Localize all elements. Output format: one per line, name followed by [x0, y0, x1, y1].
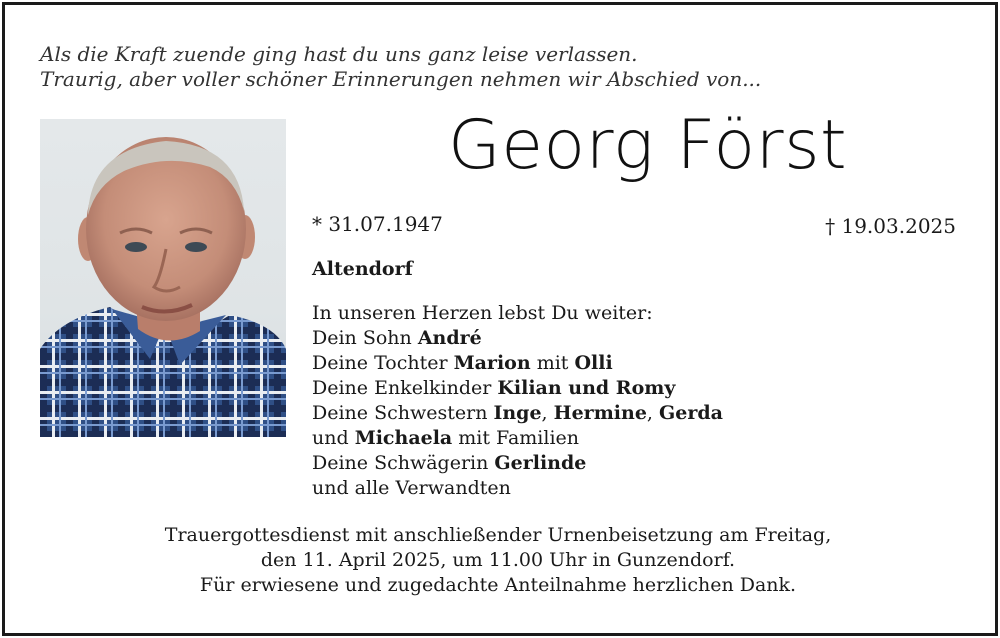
mourner-name: Gerlinde [494, 452, 587, 474]
birth-date: * 31.07.1947 [312, 212, 443, 236]
mourner-name: Gerda [659, 402, 723, 424]
mourner-line [312, 301, 723, 326]
mourner-name: Kilian und Romy [497, 377, 676, 399]
intro-line-2: Traurig, aber voller schöner Erinnerungen nehmen wir Abschied von... [40, 67, 762, 91]
mourner-line [312, 351, 723, 376]
mourner-line [312, 376, 723, 401]
service-line-2: den 11. April 2025, um 11.00 Uhr in Gunzendorf. [260, 549, 736, 571]
mourner-line [312, 401, 723, 426]
mourner-name: Olli [574, 352, 613, 374]
mourner-line [312, 426, 723, 451]
mourner-name: Marion [453, 352, 531, 374]
mourner-name: André [417, 327, 482, 349]
mourner-name: Inge [493, 402, 542, 424]
mourner-text: In unseren Herzen lebst Du weiter: [312, 302, 653, 324]
service-notice [0, 523, 996, 598]
death-date: † 19.03.2025 [825, 214, 956, 238]
mourner-text: , [646, 402, 660, 424]
mourner-text: Dein Sohn [312, 327, 418, 349]
mourners-list [312, 301, 723, 501]
mourner-text: Deine Enkelkinder [312, 377, 498, 399]
mourner-line [312, 326, 723, 351]
hometown: Altendorf [312, 258, 413, 280]
portrait-photo [40, 119, 286, 437]
mourner-name: Hermine [553, 402, 647, 424]
mourner-text: mit [530, 352, 575, 374]
mourner-text: mit Familien [452, 427, 580, 449]
mourner-text: Deine Tochter [312, 352, 454, 374]
mourner-line [312, 476, 723, 501]
deceased-name: Georg Först [448, 106, 848, 185]
mourner-name: Michaela [354, 427, 453, 449]
mourner-text: und [312, 427, 355, 449]
mourner-text: Deine Schwägerin [312, 452, 495, 474]
intro-verse [40, 42, 761, 92]
thanks-line: Für erwiesene und zugedachte Anteilnahme herzlichen Dank. [199, 574, 797, 596]
service-line-1: Trauergottesdienst mit anschließender Urnenbeisetzung am Freitag, [164, 524, 832, 546]
mourner-text: Deine Schwestern [312, 402, 494, 424]
mourner-text: und alle Verwandten [312, 477, 511, 499]
mourner-text: , [541, 402, 554, 424]
mourner-line [312, 451, 723, 476]
intro-line-1: Als die Kraft zuende ging hast du uns ganz leise verlassen. [40, 42, 638, 66]
